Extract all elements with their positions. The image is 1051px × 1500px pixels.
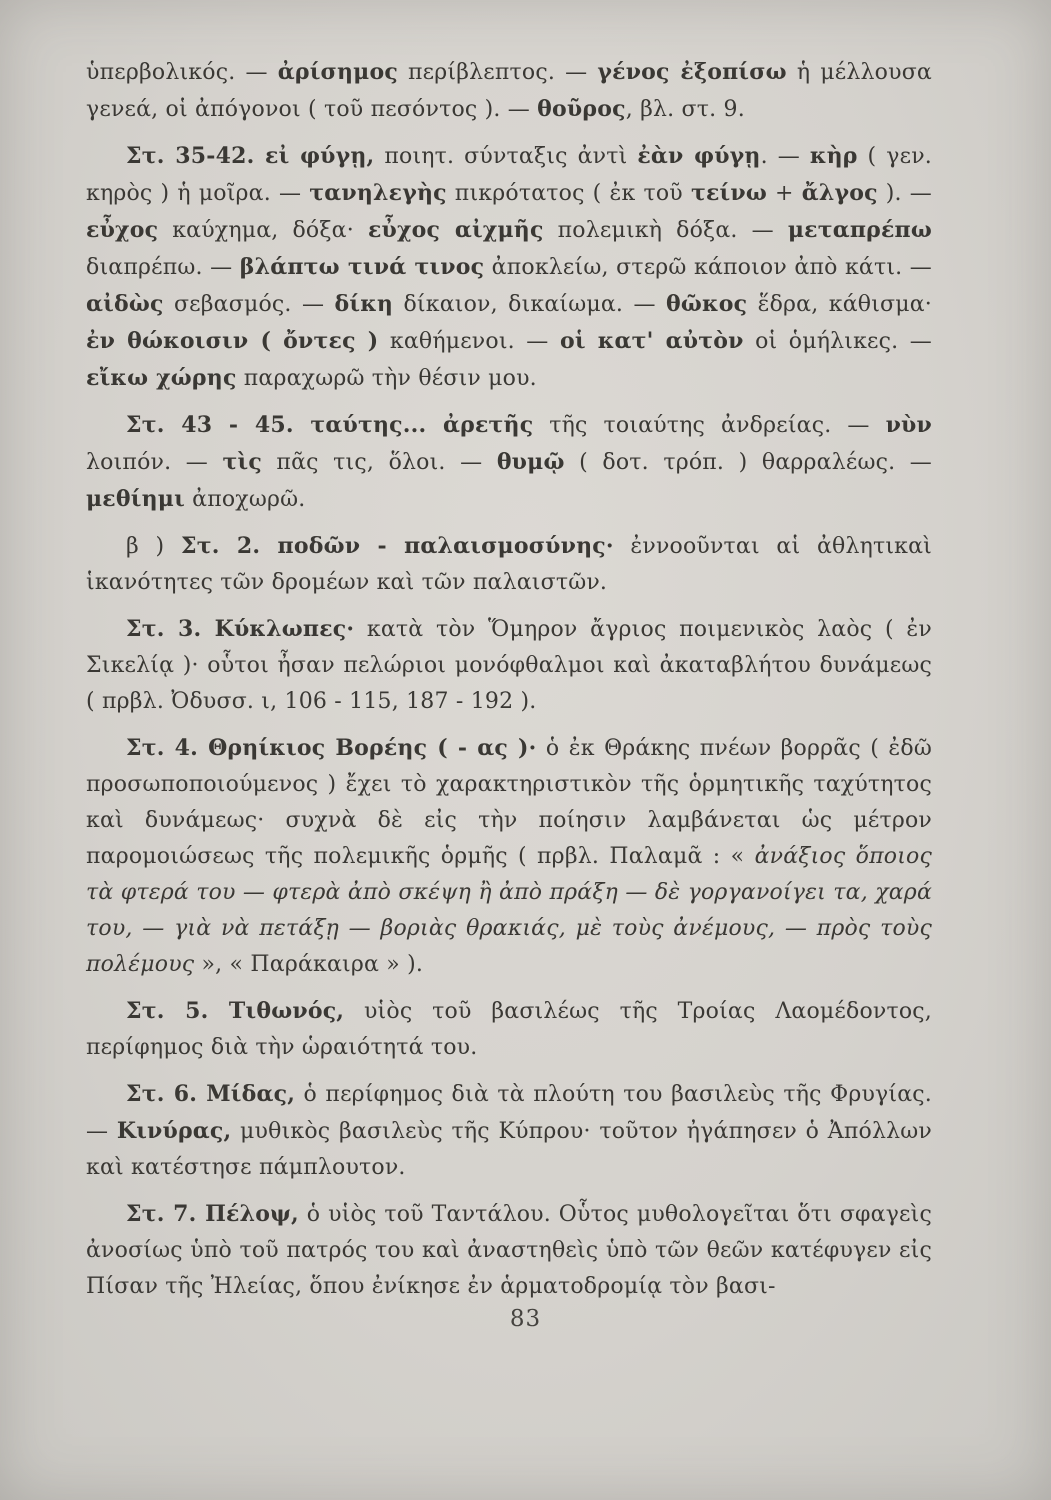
text-segment: κατὰ τὸν Ὅμηρον ἄγριος ποιμενικὸς λαὸς ( ἐν Σικελίᾳ )· οὗτοι ἦσαν πελώριοι μονόφθαλμοι καὶ ἀκαταβλήτου δυνάμεως ( πρβλ. Ὀδυσσ. ι, 106 - 115, 187 - 192 ). xyxy=(86,617,933,714)
verse-heading: Στ. 7. Πέλοψ, xyxy=(126,1201,299,1227)
lemma: τείνω xyxy=(690,180,767,206)
verse-heading: Στ. 35-42. εἰ φύγῃ, xyxy=(126,143,375,169)
text-segment: περίβλεπτος. — xyxy=(397,60,598,85)
lemma: ἄλγος xyxy=(801,180,878,206)
paragraph-verse-3 xyxy=(86,611,932,720)
text-segment: ὁ υἱὸς τοῦ Ταντάλου. Οὗτος μυθολογεῖται ὅτι σφαγεὶς ἀνοσίως ὑπὸ τοῦ πατρός του καὶ ἀναστηθεὶς ὑπὸ τῶν θεῶν κατέφυγεν εἰς Πίσαν τῆς Ἠλείας, ὅπου ἐνίκησε ἐν ἁρματοδρομίᾳ τὸν βασι- xyxy=(86,1202,932,1299)
text-segment: τῆς τοιαύτης ἀνδρείας. — xyxy=(533,413,886,438)
text-segment: καθήμενοι. — xyxy=(378,329,560,354)
text-segment: πᾶς τις, ὅλοι. — xyxy=(261,450,497,475)
text-segment: καύχημα, δόξα· xyxy=(158,218,368,243)
lemma: εὖχος xyxy=(86,217,159,243)
lemma: ἐν θώκοισιν ( ὄντες ) xyxy=(86,328,379,354)
paragraph-continuation xyxy=(86,54,932,128)
lemma: οἱ κατ' αὐτὸν xyxy=(559,328,744,354)
text-segment: ὁ ἐκ Θράκης πνέων βορρᾶς ( ἐδῶ προσωποποιούμενος ) ἔχει τὸ χαρακτηριστικὸν τῆς ὁρμητικῆς ταχύτητος καὶ δυνάμεως· συχνὰ δὲ εἰς τὴν ποίησιν λαμβάνεται ὡς μέτρον παρομοιώσεως τῆς πολεμικῆς ὁρμῆς ( πρβλ. Παλαμᾶ : « xyxy=(86,736,932,869)
text-segment: παραχωρῶ τὴν θέσιν μου. xyxy=(236,366,537,391)
verse-heading: Στ. 5. Τιθωνός, xyxy=(126,998,345,1024)
text-segment: ὑπερβολικός. — xyxy=(86,60,278,85)
text-segment: μυθικὸς βασιλεὺς τῆς Κύπρου· τοῦτον ἠγάπησεν ὁ Ἀπόλλων καὶ κατέστησε πάμπλουτον. xyxy=(86,1119,932,1180)
lemma: τανηλεγὴς xyxy=(309,180,447,206)
text-segment: ὁ περίφημος διὰ τὰ πλούτη του βασιλεὺς τῆς Φρυγίας. — xyxy=(86,1082,932,1144)
text-segment: ἀποχωρῶ. xyxy=(184,487,306,512)
text-segment: οἱ ὁμήλικες. — xyxy=(743,329,932,354)
text-segment: υἱὸς τοῦ βασιλέως τῆς Τροίας Λαομέδοντος, περίφημος διὰ τὴν ὡραιότητά του. xyxy=(86,999,932,1060)
lemma: αἰδὼς xyxy=(86,291,164,317)
text-segment: β ) xyxy=(126,534,181,559)
paragraph-verses-43-45 xyxy=(86,407,932,518)
paragraph-verse-6 xyxy=(86,1076,932,1186)
lemma: Κινύρας, xyxy=(116,1118,232,1144)
verse-heading: Στ. 3. Κύκλωπες· xyxy=(126,616,355,642)
text-segment: πολεμικὴ δόξα. — xyxy=(543,218,788,243)
lemma: τὶς xyxy=(222,449,262,475)
verse-heading: Στ. 6. Μίδας, xyxy=(126,1081,296,1107)
lemma: μεταπρέπω xyxy=(787,217,932,243)
text-segment: ἕδρα, κάθισμα· xyxy=(747,292,932,317)
verse-heading: Στ. 2. ποδῶν - παλαισμοσύνης· xyxy=(180,533,614,559)
text-segment: ποιητ. σύνταξις ἀντὶ xyxy=(374,144,638,169)
text-segment: ἀποκλείω, στερῶ κάποιον ἀπὸ κάτι. — xyxy=(484,255,933,280)
text-segment: δίκαιον, δικαίωμα. — xyxy=(393,292,667,317)
text-segment: λοιπόν. — xyxy=(86,450,223,475)
text-segment: διαπρέπω. — xyxy=(86,255,240,280)
text-segment: πικρότατος ( ἐκ τοῦ xyxy=(446,181,691,206)
text-segment: », « Παράκαιρα » ). xyxy=(194,952,424,977)
text-segment: . — xyxy=(760,144,810,169)
lemma: νὺν xyxy=(885,412,932,438)
text-segment: ( δοτ. τρόπ. ) θαρραλέως. — xyxy=(564,450,933,475)
paragraph-verses-35-42 xyxy=(86,138,932,397)
text-segment: ἐννοοῦνται αἱ ἀθλητικαὶ ἱκανότητες τῶν δρομέων καὶ τῶν παλαιστῶν. xyxy=(86,534,932,595)
lemma: εὖχος αἰχμῆς xyxy=(367,217,544,243)
page-number: 83 xyxy=(509,1306,542,1332)
verse-heading: Στ. 4. Θρηίκιος Βορέης ( - ας )· xyxy=(126,735,537,761)
text-segment: + xyxy=(767,181,802,206)
lemma: βλάπτω τινά τινος xyxy=(239,254,485,280)
text-segment: σεβασμός. — xyxy=(163,292,335,317)
lemma: γένος ἐξοπίσω xyxy=(597,59,787,85)
page-text-block xyxy=(86,54,932,1315)
lemma: δίκη xyxy=(334,291,394,317)
lemma: θῶκος xyxy=(666,291,748,317)
paragraph-verse-4 xyxy=(86,730,932,983)
verse-heading: Στ. 43 - 45. ταύτης... ἀρετῆς xyxy=(126,412,534,438)
lemma: θοῦρος xyxy=(537,96,626,122)
text-segment: ). — xyxy=(877,181,932,206)
lemma: μεθίημι xyxy=(86,486,185,512)
lemma: θυμῷ xyxy=(496,449,565,475)
lemma: κὴρ xyxy=(809,143,858,169)
lemma: εἴκω χώρης xyxy=(86,365,237,391)
text-segment: ( γεν. κηρὸς ) ἡ μοῖρα. — xyxy=(86,144,932,206)
paragraph-verse-5 xyxy=(86,993,932,1066)
poem-quote: ἀνάξιος ὅποιος τὰ φτερά του — φτερὰ ἀπὸ σκέψη ἢ ἀπὸ πράξη — δὲ γοργανοίγει τα, χαρά του, — γιὰ νὰ πετάξῃ — βοριὰς θρακιάς, μὲ τοὺς ἀνέμους, — πρὸς τοὺς πολέμους xyxy=(86,844,932,977)
paragraph-section-b-verse-2 xyxy=(86,528,932,601)
lemma: ἐὰν φύγῃ xyxy=(637,143,761,169)
text-segment: ἡ μέλλουσα γενεά, οἱ ἀπόγονοι ( τοῦ πεσόντος ). — xyxy=(86,60,932,122)
lemma: ἀρίσημος xyxy=(277,59,398,85)
text-segment: , βλ. στ. 9. xyxy=(625,97,745,122)
paragraph-verse-7 xyxy=(86,1196,932,1305)
